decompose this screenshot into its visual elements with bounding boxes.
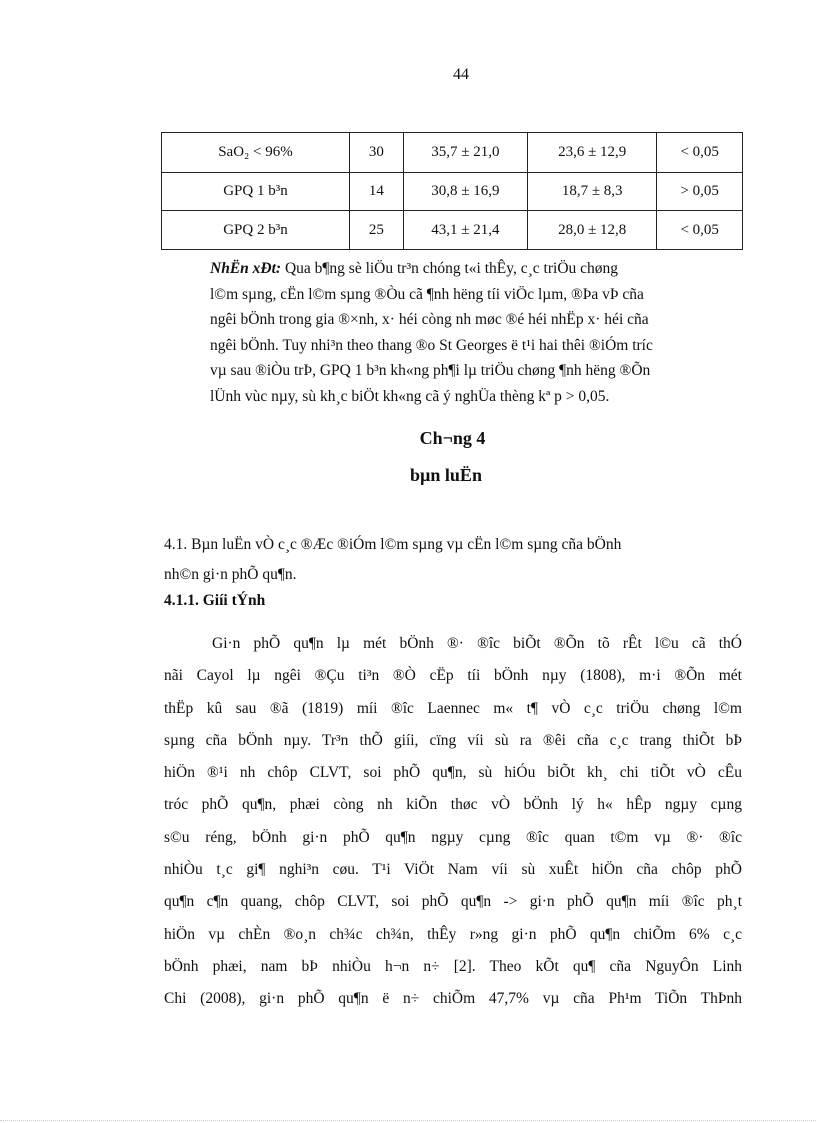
body-line: Chi (2008), gi·n phÕ qu¶n ë n÷ chiÕm 47,7% vµ cña Ph¹m TiÕn ThÞnh <box>164 990 742 1008</box>
body-line: hiÖn ®¹i nh chôp CLVT, soi phÕ qu¶n, sù hiÓu biÕt kh¸ chi tiÕt vÒ cÊu <box>164 764 742 782</box>
section-heading <box>164 530 742 590</box>
table-cell-p-value: < 0,05 <box>657 133 743 173</box>
comment-line: ngêi bÖnh. Tuy nhi³n theo thang ®o St Georges ë t¹i hai thêi ®iÓm tríc <box>210 336 653 354</box>
page-number: 44 <box>453 66 469 83</box>
table-cell-value-after: 23,6 ± 12,9 <box>528 133 657 173</box>
table-row <box>162 211 743 250</box>
table-cell-n: 25 <box>349 211 403 250</box>
table-cell-value-before: 35,7 ± 21,0 <box>403 133 527 173</box>
table-cell-value-after: 18,7 ± 8,3 <box>528 173 657 211</box>
table-comment-paragraph <box>164 256 742 409</box>
table-cell-p-value: > 0,05 <box>657 173 743 211</box>
table-row <box>162 133 743 173</box>
comment-line: lÜnh vùc nµy, sù kh¸c biÖt kh«ng cã ý nghÜa thèng kª p > 0,05. <box>210 387 610 405</box>
body-line: nãi Cayol lµ ngêi ®Çu ti³n ®Ò cËp tíi bÖnh nµy (1808), m·i ®Õn mét <box>164 667 742 685</box>
body-line: s©u réng, bÖnh gi·n phÕ qu¶n ngµy cµng ®îc quan t©m vµ ®· ®îc <box>164 828 742 846</box>
body-paragraph <box>164 628 742 1016</box>
comment-line: ngêi bÖnh trong gia ®×nh, x· héi còng nh møc ®é héi nhËp x· héi cña <box>210 311 649 328</box>
table-cell-label: SaO₂ < 96% <box>162 133 350 173</box>
chapter-subtitle: bµn luËn <box>410 465 482 485</box>
body-line: Gi·n phÕ qu¶n lµ mét bÖnh ®· ®îc biÕt ®Õn tõ rÊt l©u cã thÓ <box>212 635 742 652</box>
comment-label: NhËn xÐt: <box>210 260 282 277</box>
table-cell-label: GPQ 2 b³n <box>162 211 350 250</box>
body-line: sµng cña bÖnh nµy. Tr³n thÕ giíi, cïng víi sù ra ®êi cña c¸c trang thiÕt bÞ <box>164 731 742 749</box>
body-line: thËp kû sau ®ã (1819) míi ®îc Laennec m« t¶ vÒ c¸c triÖu chøng l©m <box>164 699 742 717</box>
table-cell-value-before: 30,8 ± 16,9 <box>403 173 527 211</box>
body-line: nhiÒu t¸c gi¶ nghi³n cøu. T¹i ViÖt Nam víi sù xuÊt hiÖn cña chôp phÕ <box>164 861 742 879</box>
results-table <box>161 132 743 250</box>
table-cell-p-value: < 0,05 <box>657 211 743 250</box>
section-heading-line: nh©n gi·n phÕ qu¶n. <box>164 566 297 583</box>
table-comment <box>164 256 742 409</box>
body-line: hiÖn vµ chÈn ®o¸n ch¾c ch¾n, thÊy r»ng gi·n phÕ qu¶n chiÕm 6% c¸c <box>164 925 742 943</box>
comment-line: l©m sµng, cËn l©m sµng ®Òu cã ¶nh hëng tíi viÖc lµm, ®Þa vÞ cña <box>210 285 644 303</box>
footer-divider <box>0 1120 816 1121</box>
comment-line: Qua b¶ng sè liÖu tr³n chóng t«i thÊy, c¸c triÖu chøng <box>281 260 619 277</box>
table-cell-n: 14 <box>349 173 403 211</box>
table-cell-label: GPQ 1 b³n <box>162 173 350 211</box>
body-line: qu¶n c¶n quang, chôp CLVT, soi phÕ qu¶n -> gi·n phÕ qu¶n míi ®îc ph¸t <box>164 893 742 911</box>
table-cell-value-after: 28,0 ± 12,8 <box>528 211 657 250</box>
table-cell-n: 30 <box>349 133 403 173</box>
chapter-title: Ch¬ng 4 <box>419 428 486 448</box>
table-row <box>162 173 743 211</box>
subsection-heading: 4.1.1. Giíi tÝnh <box>164 592 266 609</box>
comment-line: vµ sau ®iÒu trÞ, GPQ 1 b³n kh«ng ph¶i lµ triÖu chøng ¶nh hëng ®Õn <box>210 362 651 379</box>
body-line: bÖnh phæi, nam bÞ nhiÒu h¬n n÷ [2]. Theo kÕt qu¶ cña NguyÔn Linh <box>164 957 742 975</box>
body-line: tróc phÕ qu¶n, phæi còng nh kiÕn thøc vÒ bÖnh lý h« hÊp ngµy cµng <box>164 796 742 814</box>
section-heading-line: 4.1. Bµn luËn vÒ c¸c ®Æc ®iÓm l©m sµng vµ cËn l©m sµng cña bÖnh <box>164 536 622 553</box>
table-cell-value-before: 43,1 ± 21,4 <box>403 211 527 250</box>
